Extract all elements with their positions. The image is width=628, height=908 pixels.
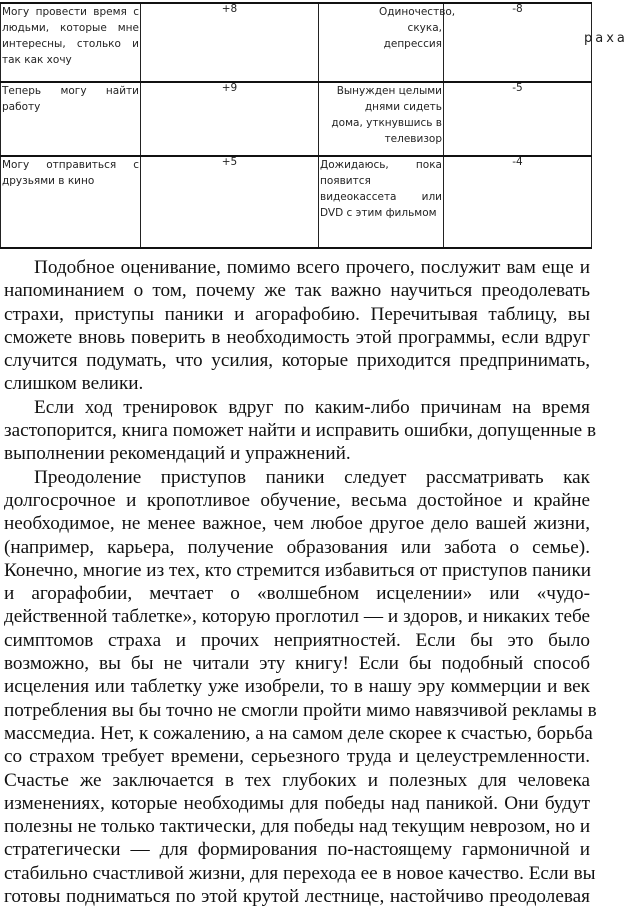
paragraph bbox=[4, 466, 597, 908]
text-line: стратегически — для формирования по-настоящему гармоничной и bbox=[4, 839, 590, 861]
con-score: -4 bbox=[444, 156, 592, 248]
text-line: исцеления или таблетку уже изобрели, то в нашу эру коммерции и век bbox=[4, 676, 590, 698]
text-line: напоминанием о том, почему же так важно научиться преодолевать bbox=[4, 280, 590, 302]
con-score: -5 bbox=[444, 82, 592, 156]
pro-score: +8 bbox=[141, 3, 319, 82]
text-line: готовы подниматься по этой крутой лестнице, настойчиво преодолевая bbox=[4, 886, 590, 908]
paragraph bbox=[4, 396, 597, 466]
pros-cons-table bbox=[0, 2, 592, 249]
text-line: массмедиа. Нет, к сожалению, а на самом деле скорее к счастью, борьба bbox=[4, 722, 593, 744]
text-line: Счастье же заключается в тех глубоких и полезных для человека bbox=[4, 769, 590, 791]
text-line: (например, карьера, получение образования или забота о семье). bbox=[4, 536, 590, 558]
text-line: сможете вновь поверить в необходимость этой программы, если вдруг bbox=[4, 326, 590, 348]
text-line: действенной таблетке», которую проглотил — и здоров, и никаких тебе bbox=[4, 606, 590, 628]
text-line: со страхом требует времени, серьезного труда и целеустремленности. bbox=[4, 746, 590, 768]
text-line: Преодоление приступов паники следует рассматривать как bbox=[34, 466, 590, 488]
con-cell: Одиночество, скука, депрессия bbox=[319, 3, 444, 82]
text-line: застопорится, книга поможет найти и исправить ошибки, допущенные в bbox=[4, 420, 597, 442]
table-row bbox=[1, 82, 592, 156]
text-line: Если ход тренировок вдруг по каким-либо причинам на время bbox=[34, 396, 590, 418]
pro-cell: Могу провести время с людьми, которые мне интересны, столько и так как хочу bbox=[1, 3, 141, 82]
table-row bbox=[1, 156, 592, 248]
con-cell: Вынужден целыми днями сидеть дома, уткнувшись в телевизор bbox=[319, 82, 444, 156]
pro-score: +5 bbox=[141, 156, 319, 248]
text-line: выполнении рекомендаций и упражнений. bbox=[4, 443, 351, 465]
text-line: Конечно, многие из тех, кто стремится избавиться от приступов паники bbox=[4, 559, 592, 581]
text-line: Подобное оценивание, помимо всего прочего, послужит вам еще и bbox=[34, 257, 590, 278]
pro-score: +9 bbox=[141, 82, 319, 156]
text-line: долгосрочное и кропотливое обучение, весьма достойное и крайне bbox=[4, 489, 590, 511]
pro-cell: Теперь могу найти работу bbox=[1, 82, 141, 156]
text-line: стабильно счастливой жизни, для перехода ее в новое качество. Если вы bbox=[4, 862, 596, 884]
con-score: -8 bbox=[444, 3, 592, 82]
text-line: слишком велики. bbox=[4, 373, 144, 395]
table-row bbox=[1, 3, 592, 82]
text-line: возможно, вы бы не читали эту книгу! Если бы подобный способ bbox=[4, 653, 590, 675]
body-text bbox=[4, 256, 597, 908]
side-text-fragment: раха bbox=[584, 31, 628, 46]
paragraph bbox=[4, 256, 590, 396]
text-line: полезны не только тактически, для победы над текущим неврозом, но и bbox=[4, 816, 591, 838]
con-cell: Дожидаюсь, пока появится видеокассета или DVD с этим фильмом bbox=[319, 156, 444, 248]
text-line: страхи, приступы паники и агорафобию. Перечитывая таблицу, вы bbox=[4, 303, 590, 325]
text-line: и агорафобии, мечтает о «волшебном исцелении» или «чудо- bbox=[4, 583, 590, 605]
text-line: потребления вы бы точно не смогли пройти мимо навязчивой рекламы в bbox=[4, 699, 597, 721]
text-line: симптомов страха и прочих неприятностей. Если бы это было bbox=[4, 629, 590, 651]
text-line: случится подумать, что усилия, которые приходится предпринимать, bbox=[4, 350, 590, 372]
text-line: изменениях, которые необходимы для победы над паникой. Они будут bbox=[4, 792, 590, 814]
pro-cell: Могу отправиться с друзьями в кино bbox=[1, 156, 141, 248]
text-line: необходимое, не менее важное, чем любое другое дело вашей жизни, bbox=[4, 513, 590, 535]
